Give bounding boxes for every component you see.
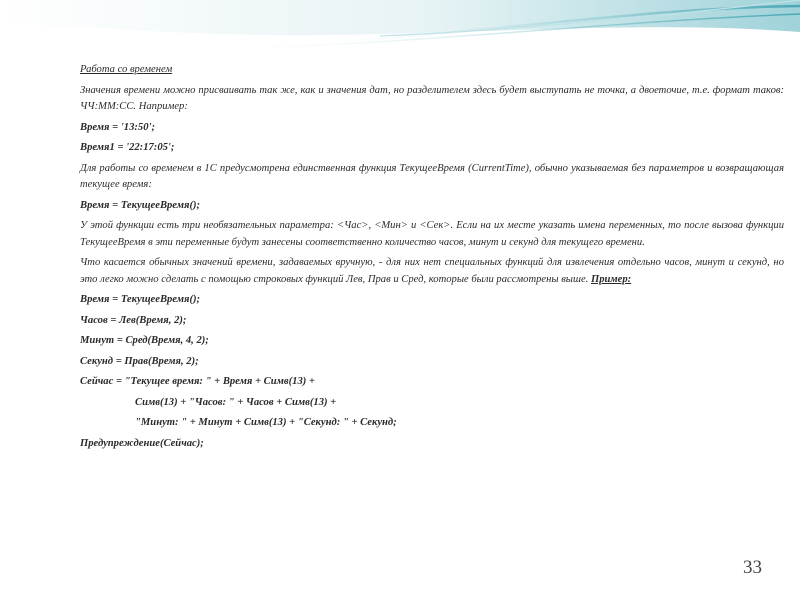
paragraph-intro: Значения времени можно присваивать так же, как и значения дат, но разделителем здесь будет выступать не точка, а двоеточие, т.е. формат таков: ЧЧ:ММ:СС. Например: [80, 84, 784, 112]
code-line: Симв(13) + "Часов: " + Часов + Симв(13) + [135, 396, 337, 408]
page-number: 33 [743, 557, 762, 578]
code-line: Время = ТекущееВремя(); [80, 294, 201, 305]
code-line: "Минут: " + Минут + Симв(13) + "Секунд: " + Секунд; [135, 417, 397, 428]
code-line: Сейчас = "Текущее время: " + Время + Симв(13) + [80, 376, 315, 387]
paragraph-text: Что касается обычных значений времени, задаваемых вручную, - для них нет специальных функций для извлечения отдельно часов, минут и секунд, но это легко можно сделать с помощью строковых функций Лев, Прав и Сред, которые были рассмотрены выше. [80, 257, 784, 285]
paragraph-function: Для работы со временем в 1С предусмотрена единственная функция ТекущееВремя (CurrentTime), обычно указываемая без параметров и возвращающая текущее время: [80, 162, 784, 190]
slide-title: Работа со временем [80, 64, 173, 75]
code-line: Предупреждение(Сейчас); [80, 437, 204, 449]
example-label: Пример: [590, 273, 632, 285]
code-line: Время = ТекущееВремя(); [80, 199, 201, 211]
code-line: Время = '13:50'; [80, 121, 155, 133]
slide-content [80, 62, 784, 456]
paragraph-manual-values [80, 255, 784, 288]
slide-header-decoration [0, 0, 800, 60]
paragraph-parameters: У этой функции есть три необязательных параметра: <Час>, <Мин> и <Сек>. Если на их месте указать имена переменных, то после вызова функции ТекущееВремя в эти переменные будут занесены соответственно количество часов, минут и секунд для текущего времени. [80, 220, 784, 248]
code-line: Минут = Сред(Время, 4, 2); [80, 335, 209, 346]
code-line: Часов = Лев(Время, 2); [80, 314, 187, 326]
code-line: Секунд = Прав(Время, 2); [80, 355, 199, 367]
code-line: Время1 = '22:17:05'; [80, 142, 175, 153]
